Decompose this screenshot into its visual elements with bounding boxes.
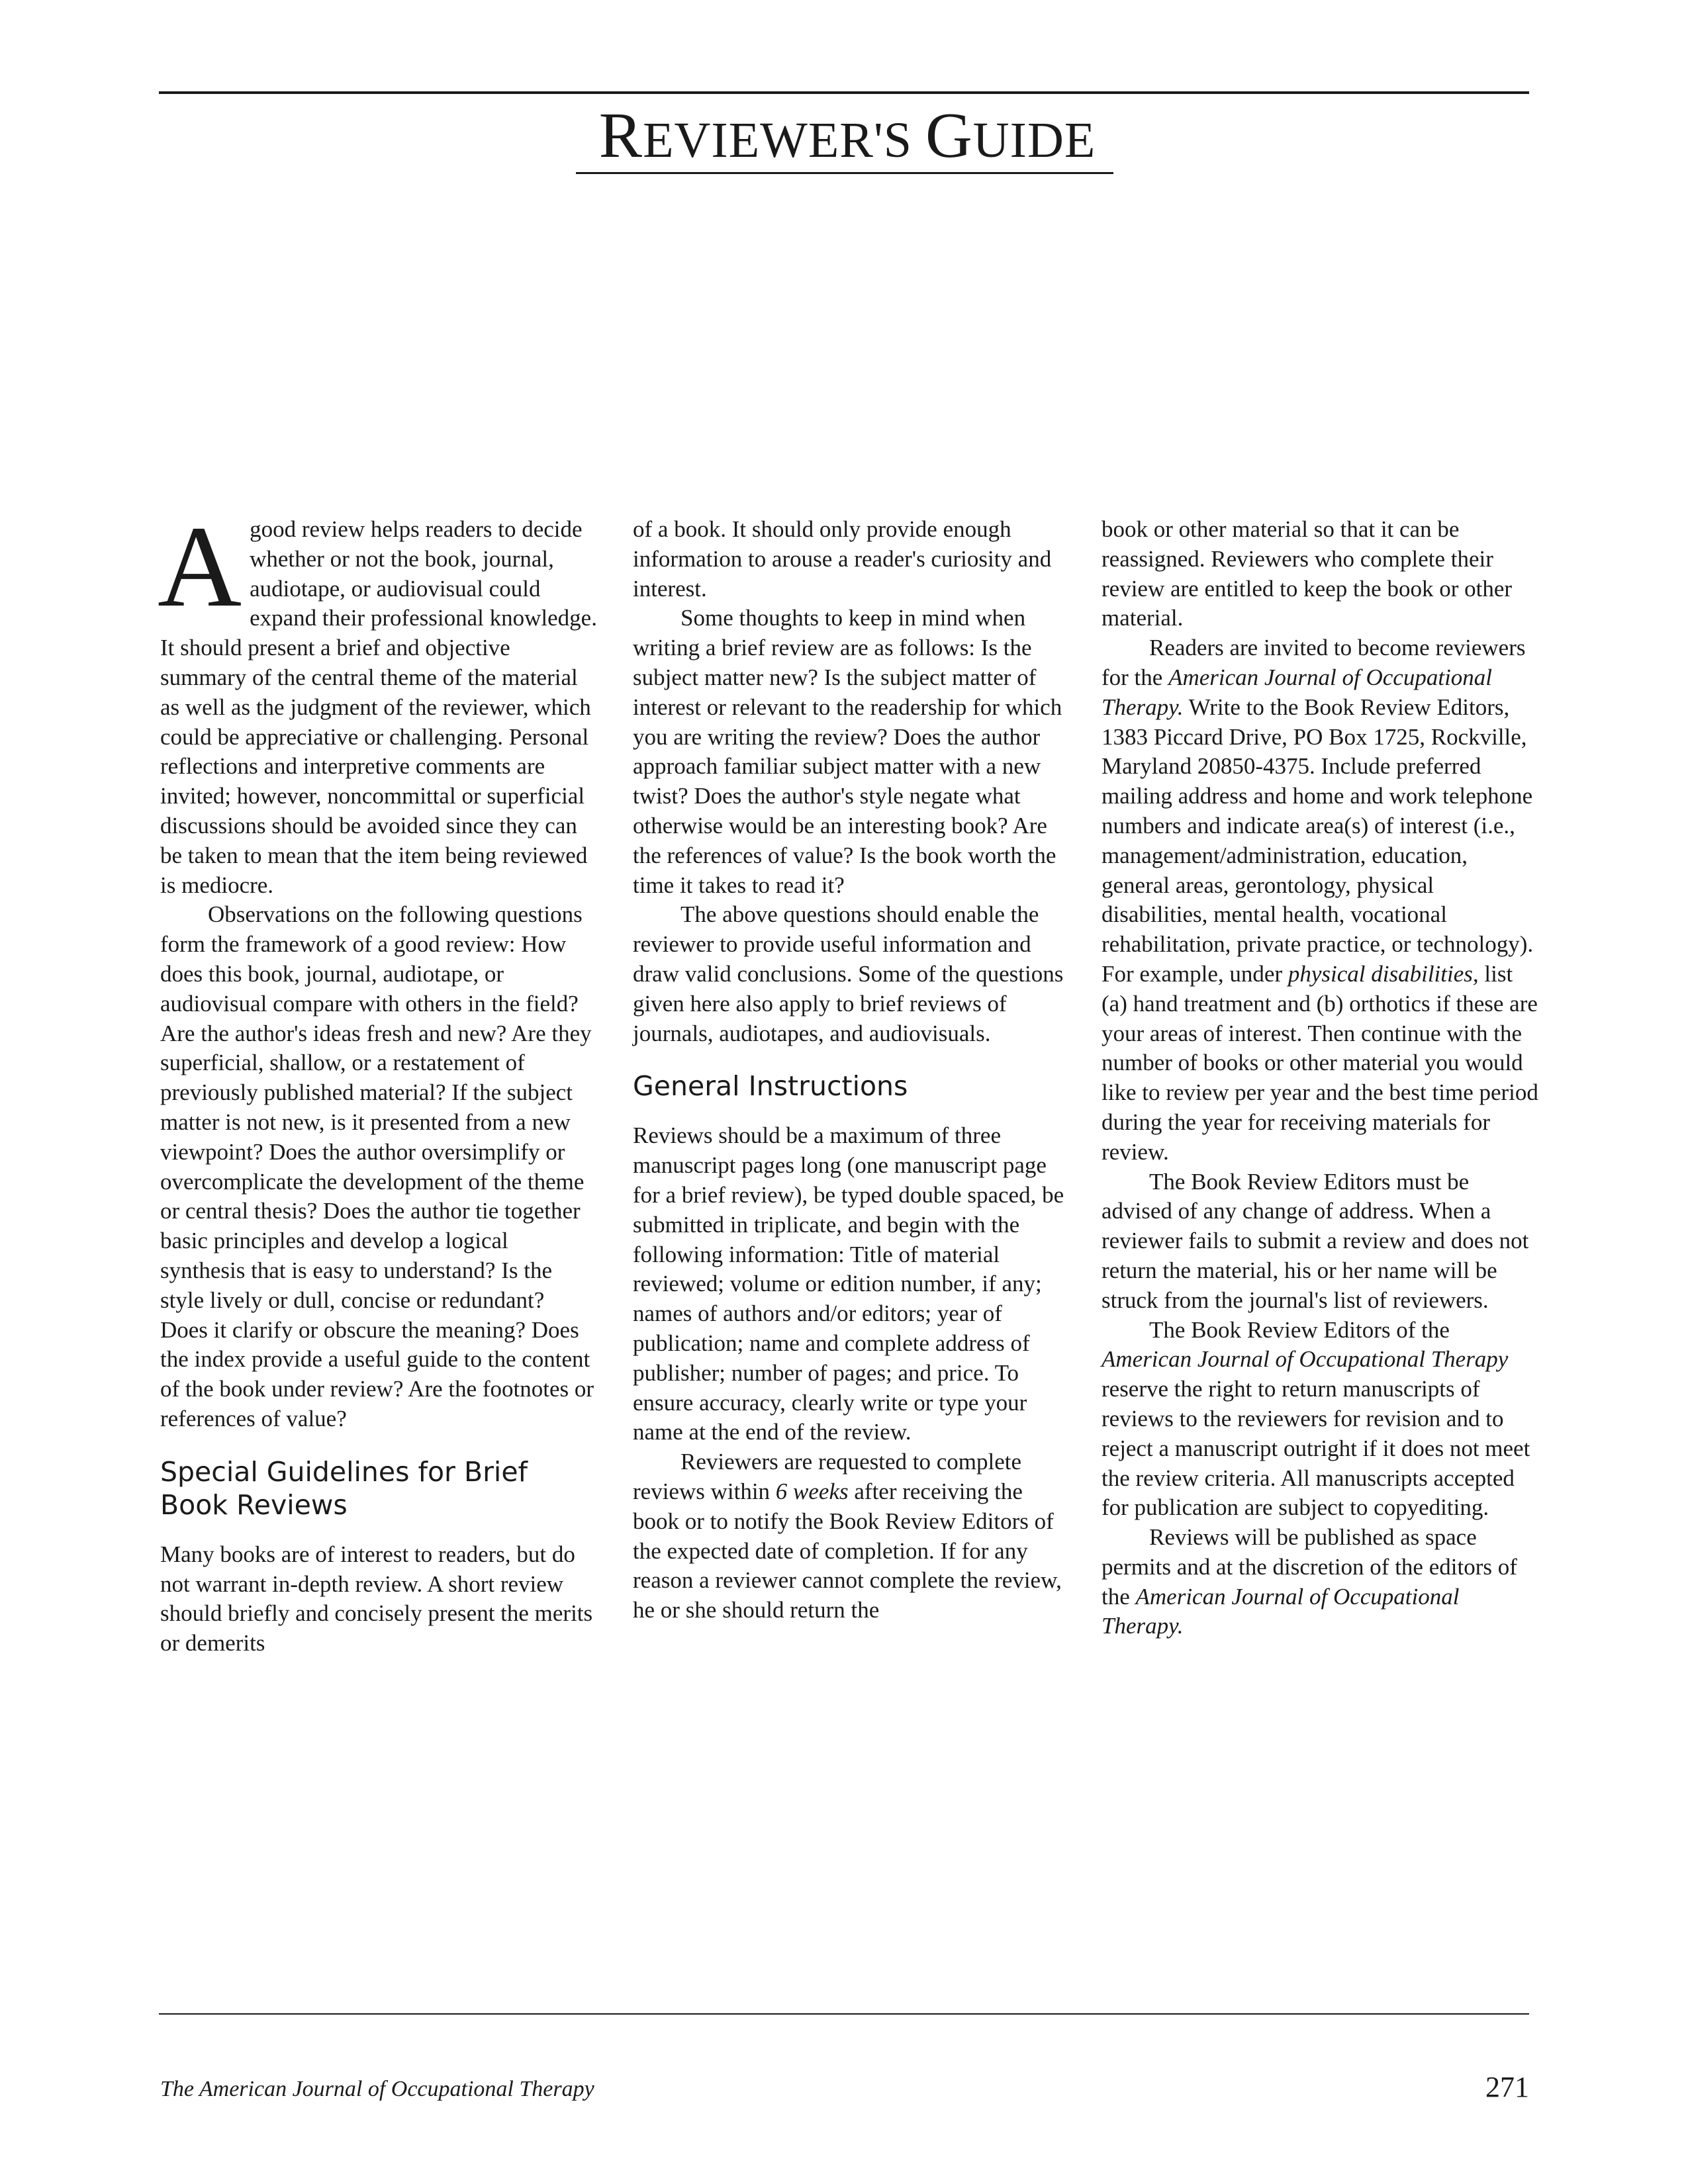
page-number: 271 xyxy=(1485,2071,1529,2103)
general-paragraph-2-start: Reviewers are requested to complete reviews within 6 weeks after receiving the book or to notify the Book Review Editors of the expected date of completion. If for any reason a reviewer cannot complete the review, he or she should return the xyxy=(633,1449,1062,1623)
page-title: REVIEWER'S GUIDE xyxy=(598,100,1096,171)
title-underline xyxy=(576,172,1113,174)
intro-paragraph-1: Agood review helps readers to decide whether or not the book, journal, audiotape, or audiovisual could expand their professional knowledge. It should present a brief and objective summary of the central theme of the material as well as the judgment of the reviewer, which could be appreciative or challenging. Personal reflections and interpretive comments are invited; however, noncommittal or superficial discussions should be avoided since they can be taken to mean that the item being reviewed is mediocre. xyxy=(158,502,597,898)
bottom-rule xyxy=(159,2013,1529,2015)
general-paragraph-6: Reviews will be published as space permits and at the discretion of the editors of the American Journal of Occupational Therapy. xyxy=(1102,1524,1517,1639)
column-3 xyxy=(1102,515,1538,1641)
brief-paragraph-2: Some thoughts to keep in mind when writing a brief review are as follows: Is the subject matter new? Is the subject matter of interest or relevant to the readership for which you are writing the review? Does the author approach familiar subject matter with a new twist? Does the author's style negate what otherwise would be an interesting book? Are the references of value? Is the book worth the time it takes to read it? xyxy=(633,605,1062,898)
brief-paragraph-1-start: Many books are of interest to readers, but do not warrant in-depth review. A short review should briefly and concisely present the merits or demerits xyxy=(160,1541,593,1657)
column-2 xyxy=(633,515,1070,1625)
drop-cap: A xyxy=(158,502,242,631)
column-1 xyxy=(158,502,597,1659)
general-paragraph-4: The Book Review Editors must be advised of any change of address. When a reviewer fails to submit a review and does not return the material, his or her name will be struck from the journal's list of reviewers. xyxy=(1102,1168,1529,1313)
brief-paragraph-3: The above questions should enable the reviewer to provide useful information and draw valid conclusions. Some of the questions given here also apply to brief reviews of journals, audiotapes, and audiovisuals. xyxy=(633,901,1064,1046)
general-paragraph-1: Reviews should be a maximum of three manuscript pages long (one manuscript page for a brief review), be typed double spaced, be submitted in triplicate, and begin with the following information: Title of material reviewed; volume or edition number, if any; names of authors and/or editors; year of publication; name and complete address of publisher; number of pages; and price. To ensure accuracy, clearly write or type your name at the end of the review. xyxy=(633,1122,1064,1445)
footer-journal-name: The American Journal of Occupational Therapy xyxy=(160,2077,594,2101)
general-paragraph-2-end: book or other material so that it can be reassigned. Reviewers who complete their review are entitled to keep the book or other material. xyxy=(1102,516,1513,631)
general-paragraph-5: The Book Review Editors of the American Journal of Occupational Therapy reserve the right to return manuscripts of reviews to the reviewers for revision and to reject a manuscript outright if it does not meet the review criteria. All manuscripts accepted for publication are subject to copyediting. xyxy=(1102,1316,1530,1521)
brief-paragraph-1-end: of a book. It should only provide enough information to arouse a reader's curiosity and interest. xyxy=(633,516,1052,602)
general-paragraph-3: Readers are invited to become reviewers for the American Journal of Occupational Therapy. Write to the Book Review Editors, 1383 Piccard Drive, PO Box 1725, Rockville, Maryland 20850-4375. Include preferred mailing address and home and work telephone numbers and indicate area(s) of interest (i.e., management/administration, education, general areas, gerontology, physical disabilities, mental health, vocational rehabilitation, private practice, or technology). For example, under physical disabilities, list (a) hand treatment and (b) orthotics if these are your areas of interest. Then continue with the number of books or other material you would like to review per year and the best time period during the year for receiving materials for review. xyxy=(1102,635,1538,1165)
general-instructions-heading: General Instructions xyxy=(633,1070,908,1103)
intro-paragraph-2: Observations on the following questions form the framework of a good review: How does this book, journal, audiotape, or audiovisual compare with others in the field? Are the author's ideas fresh and new? Are they superficial, shallow, or a restatement of previously published material? If the subject matter is not new, is it presented from a new viewpoint? Does the author oversimplify or overcomplicate the development of the theme or central thesis? Does the author tie together basic principles and develop a logical synthesis that is easy to understand? Is the style lively or dull, concise or redundant? Does it clarify or obscure the meaning? Does the index provide a useful guide to the content of the book under review? Are the footnotes or references of value? xyxy=(160,901,594,1432)
brief-reviews-heading: Special Guidelines for Brief Book Reviews xyxy=(160,1455,528,1521)
top-rule xyxy=(159,91,1529,94)
